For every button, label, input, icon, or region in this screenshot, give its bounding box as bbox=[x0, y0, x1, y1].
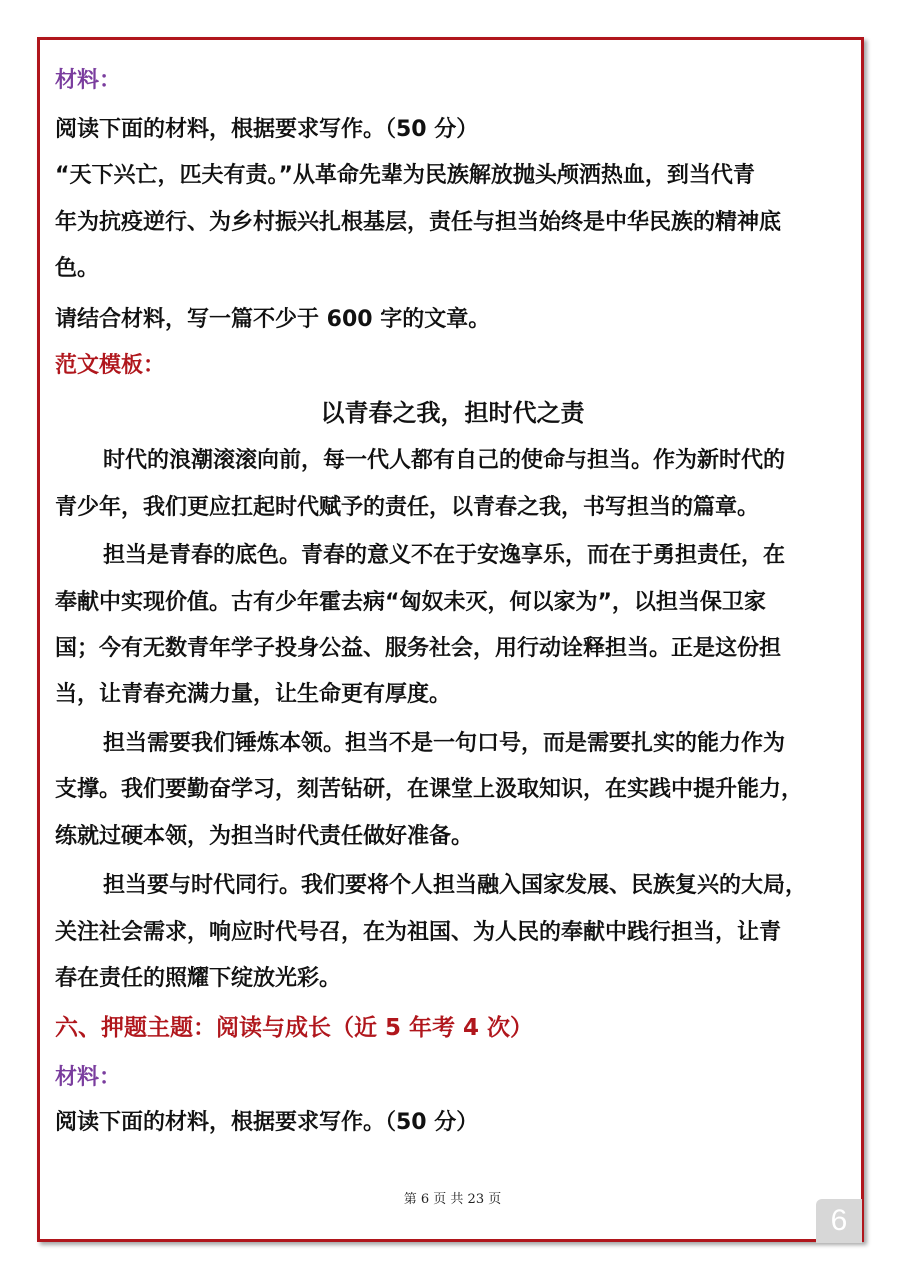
page-number-badge: 6 bbox=[816, 1199, 862, 1243]
material-line-3: 色。 bbox=[55, 256, 100, 281]
essay-line: 时代的浪潮滚滚向前，每一代人都有自己的使命与担当。作为新时代的 bbox=[103, 448, 786, 473]
essay-line: 担当要与时代同行。我们要将个人担当融入国家发展、民族复兴的大局， bbox=[103, 873, 808, 898]
essay-line: 国；今有无数青年学子投身公益、服务社会，用行动诠释担当。正是这份担 bbox=[55, 636, 782, 661]
material-label: 材料： bbox=[55, 68, 122, 93]
material-line-1: “天下兴亡，匹夫有责。”从革命先辈为民族解放抛头颅洒热血，到当代青 bbox=[55, 163, 755, 188]
essay-line: 青少年，我们更应扛起时代赋予的责任，以青春之我，书写担当的篇章。 bbox=[55, 495, 760, 520]
template-label: 范文模板： bbox=[55, 353, 166, 378]
essay-title: 以青春之我，担时代之责 bbox=[320, 399, 585, 427]
essay-line: 支撑。我们要勤奋学习，刻苦钻研，在课堂上汲取知识，在实践中提升能力， bbox=[55, 777, 804, 802]
essay-line: 当，让青春充满力量，让生命更有厚度。 bbox=[55, 682, 452, 707]
section-heading: 六、押题主题：阅读与成长（近 5 年考 4 次） bbox=[55, 1015, 534, 1041]
essay-line: 春在责任的照耀下绽放光彩。 bbox=[55, 966, 342, 991]
essay-line: 奉献中实现价值。古有少年霍去病“匈奴未灭，何以家为”，以担当保卫家 bbox=[55, 590, 766, 615]
requirement-text: 请结合材料，写一篇不少于 600 字的文章。 bbox=[55, 307, 491, 332]
material-line-2: 年为抗疫逆行、为乡村振兴扎根基层，责任与担当始终是中华民族的精神底 bbox=[55, 210, 782, 235]
instruction-text: 阅读下面的材料，根据要求写作。（50 分） bbox=[55, 1110, 479, 1135]
page-footer: 第 6 页 共 23 页 bbox=[403, 1192, 502, 1207]
essay-line: 担当需要我们锤炼本领。担当不是一句口号，而是需要扎实的能力作为 bbox=[103, 731, 786, 756]
material-label: 材料： bbox=[55, 1065, 122, 1090]
instruction-text: 阅读下面的材料，根据要求写作。（50 分） bbox=[55, 117, 479, 142]
essay-line: 练就过硬本领，为担当时代责任做好准备。 bbox=[55, 824, 474, 849]
essay-line: 担当是青春的底色。青春的意义不在于安逸享乐，而在于勇担责任，在 bbox=[103, 543, 786, 568]
essay-line: 关注社会需求，响应时代号召，在为祖国、为人民的奉献中践行担当，让青 bbox=[55, 920, 782, 945]
